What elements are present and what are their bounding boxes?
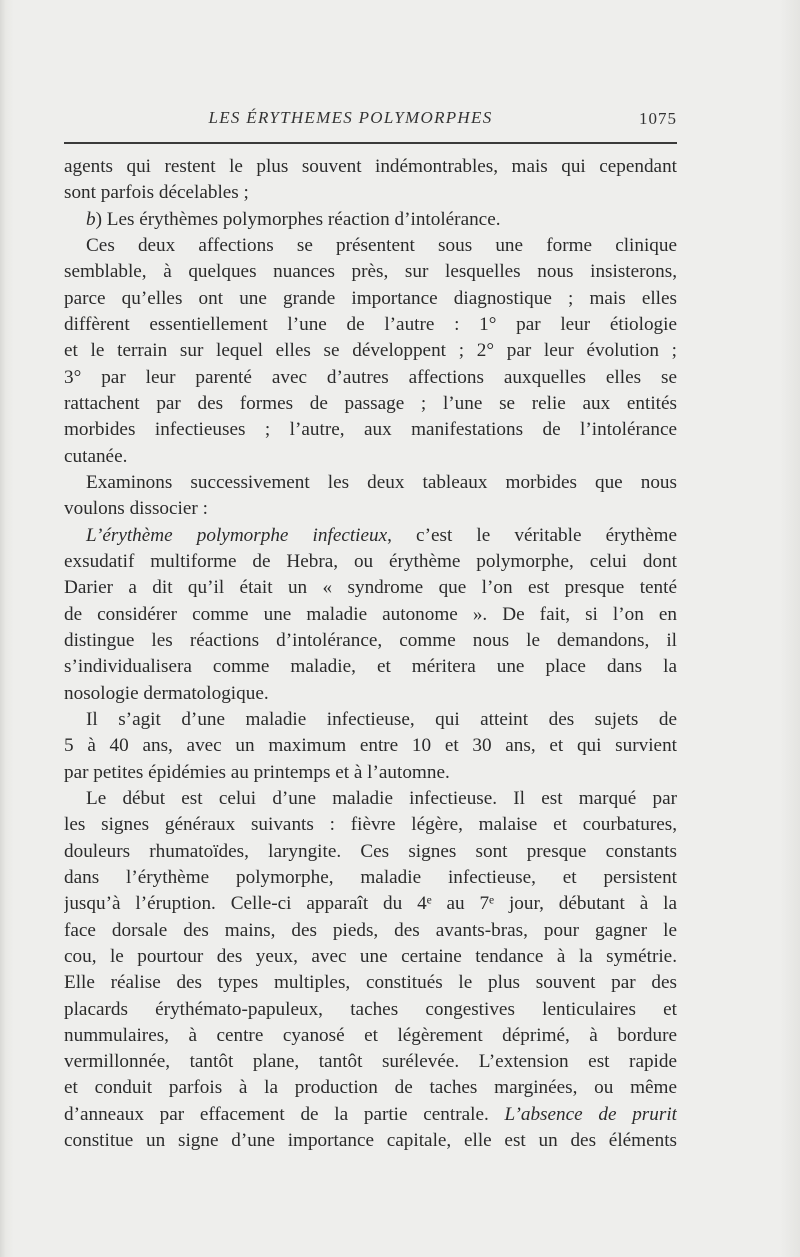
text-line: cutanée. — [64, 445, 128, 467]
text-line: 3° par leur parenté avec d’autres affections auxquelles elles se — [64, 366, 677, 388]
running-head — [64, 108, 677, 132]
page-number: 1075 — [639, 109, 677, 128]
text-line: nummulaires, à centre cyanosé et légèrement déprimé, à bordure — [64, 1024, 677, 1046]
text-line: les signes généraux suivants : fièvre légère, malaise et courbatures, — [64, 814, 677, 836]
text-line: b) Les érythèmes polymorphes réaction d’intolérance. — [86, 208, 501, 230]
text-line: Darier a dit qu’il était un « syndrome que l’on est presque tenté — [64, 577, 677, 599]
text-line: douleurs rhumatoïdes, laryngite. Ces signes sont presque constants — [64, 840, 677, 862]
text-line: sont parfois décelables ; — [64, 182, 249, 204]
text-line: et conduit parfois à la production de taches marginées, ou même — [64, 1077, 677, 1099]
text-line: face dorsale des mains, des pieds, des avants-bras, pour gagner le — [64, 919, 677, 941]
text-line: parce qu’elles ont une grande importance diagnostique ; mais elles — [64, 287, 677, 309]
text-line: nosologie dermatologique. — [64, 682, 269, 704]
text-line: semblable, à quelques nuances près, sur lesquelles nous insisterons, — [64, 261, 677, 283]
body-text — [64, 154, 677, 1154]
text-line: jusqu’à l’éruption. Celle-ci apparaît du 4ᵉ au 7ᵉ jour, débutant à la — [64, 893, 677, 915]
paragraph-start-line: L’érythème polymorphe infectieux, c’est le véritable érythème — [86, 524, 677, 546]
header-rule — [64, 142, 677, 144]
text-line: et le terrain sur lequel elles se développent ; 2° par leur évolution ; — [64, 340, 677, 362]
text-line: morbides infectieuses ; l’autre, aux manifestations de l’intolérance — [64, 419, 677, 441]
text-line: vermillonnée, tantôt plane, tantôt surélevée. L’extension est rapide — [64, 1051, 677, 1073]
text-line: agents qui restent le plus souvent indémontrables, mais qui cependant — [64, 156, 677, 177]
paragraph-start-line: Ces deux affections se présentent sous une forme clinique — [86, 234, 677, 256]
text-line: rattachent par des formes de passage ; l’une se relie aux entités — [64, 392, 677, 414]
running-title-text: LES ÉRYTHEMES POLYMORPHES — [208, 108, 493, 127]
paragraph-start-line: Examinons successivement les deux tableaux morbides que nous — [86, 471, 677, 493]
text-line: exsudatif multiforme de Hebra, ou érythème polymorphe, celui dont — [64, 550, 677, 572]
text-line: constitue un signe d’une importance capitale, elle est un des éléments — [64, 1130, 677, 1152]
text-line: distingue les réactions d’intolérance, comme nous le demandons, il — [64, 629, 677, 651]
text-line: diffèrent essentiellement l’une de l’autre : 1° par leur étiologie — [64, 313, 677, 335]
text-line: de considérer comme une maladie autonome ». De fait, si l’on en — [64, 603, 677, 625]
text-line: Elle réalise des types multiples, constitués le plus souvent par des — [64, 972, 677, 994]
text-line: par petites épidémies au printemps et à l’automne. — [64, 761, 450, 783]
text-line: voulons dissocier : — [64, 498, 208, 520]
paragraph-start-line: Il s’agit d’une maladie infectieuse, qui atteint des sujets de — [86, 708, 677, 730]
text-line: dans l’érythème polymorphe, maladie infectieuse, et persistent — [64, 866, 677, 888]
text-line: placards érythémato-papuleux, taches congestives lenticulaires et — [64, 998, 677, 1020]
paragraph-start-line: Le début est celui d’une maladie infectieuse. Il est marqué par — [86, 787, 677, 809]
text-line: d’anneaux par effacement de la partie centrale. L’absence de prurit — [64, 1103, 677, 1125]
text-line: 5 à 40 ans, avec un maximum entre 10 et 30 ans, et qui survient — [64, 735, 677, 757]
running-title — [64, 108, 677, 128]
text-line: s’individualisera comme maladie, et méritera une place dans la — [64, 656, 677, 678]
text-line: cou, le pourtour des yeux, avec une certaine tendance à la symétrie. — [64, 945, 677, 967]
